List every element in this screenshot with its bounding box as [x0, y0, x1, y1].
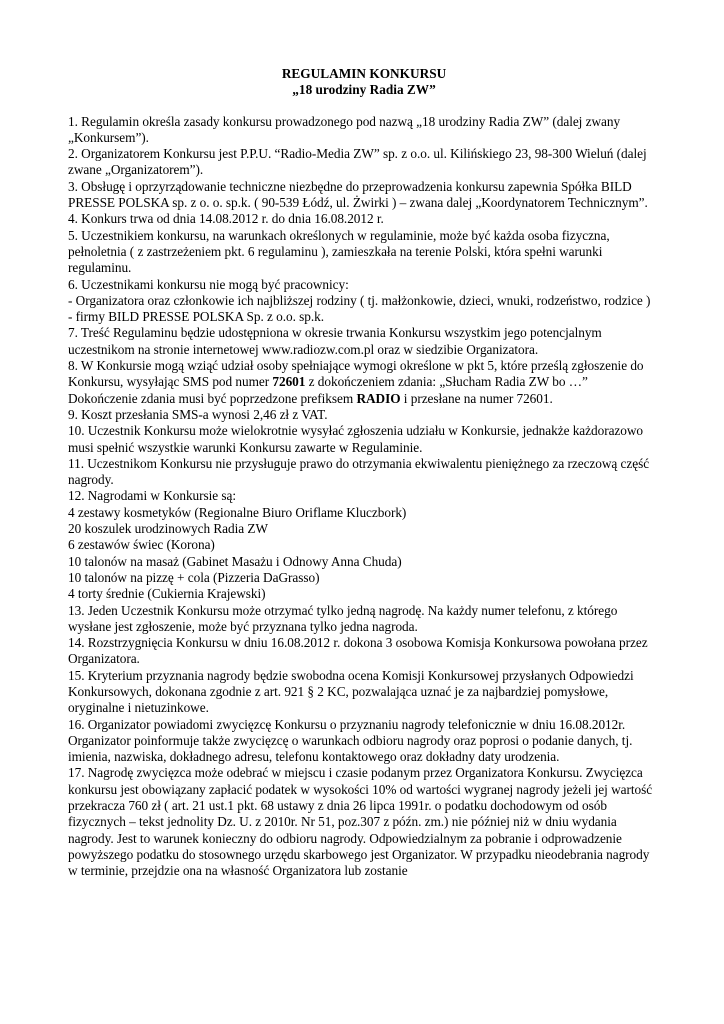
paragraph-16: 16. Organizator powiadomi zwycięzcę Konkursu o przyznaniu nagrody telefonicznie w dniu 16.08.2012r. Organizator poinformuje także zwycięzcę o warunkach odbioru nagrody oraz poprosi o podanie danych, tj. imienia, nazwiska, dokładnego adresu, telefonu kontaktowego oraz dokładny daty urodzenia.: [68, 716, 633, 765]
paragraph-17: 17. Nagrodę zwycięzca może odebrać w miejscu i czasie podanym przez Organizatora Konkursu. Zwycięzca konkursu jest obowiązany zapłacić podatek w wysokości 10% od wartości wygranej nagrody jeżeli jej wartość przekracza 760 zł ( art. 21 ust.1 pkt. 68 ustawy z dnia 26 lipca 1991r. o podatku dochodowym od osób fizycznych – tekst jednolity Dz. U. z 2010r. Nr 51, poz.307 z późn. zm.) nie później niż w dniu wydania nagrody. Jest to warunek konieczny do odbioru nagrody. Odpowiedzialnym za pobranie i odprowadzenie powyższego podatku do stosownego urzędu skarbowego jest Organizator. W przypadku nieodebrania nagrody w terminie, przejdzie ona na własność Organizatora lub zostanie: [68, 765, 653, 879]
paragraph-8-middle: z dokończeniem zdania: „Słucham Radia ZW bo …” Dokończenie zdania musi być poprzedzone prefiksem: [68, 374, 588, 406]
document-page: [68, 66, 660, 880]
paragraph-7: 7. Treść Regulaminu będzie udostępniona w okresie trwania Konkursu wszystkim jego potencjalnym uczestnikom na stronie internetowej www.radiozw.com.pl oraz w siedzibie Organizatora.: [68, 325, 602, 357]
paragraph-2: 2. Organizatorem Konkursu jest P.P.U. “Radio-Media ZW” sp. z o.o. ul. Kilińskiego 23, 98-300 Wieluń (dalej zwane „Organizatorem”).: [68, 146, 647, 178]
prize-item: 4 zestawy kosmetyków (Regionalne Biuro Oriflame Kluczbork): [68, 504, 407, 520]
document-subtitle: „18 urodziny Radia ZW”: [292, 82, 436, 98]
paragraph-8: [68, 358, 660, 407]
paragraph-8-prefix: RADIO: [356, 390, 401, 406]
prize-item: 10 talonów na pizzę + cola (Pizzeria DaGrasso): [68, 569, 320, 585]
paragraph-15: 15. Kryterium przyznania nagrody będzie swobodna ocena Komisji Konkursowej przysłanych Odpowiedzi Konkursowych, dokonana zgodnie z art. 921 § 2 KC, pozwalająca uznać je za najbardziej pomysłowe, oryginalne i nietuzinkowe.: [68, 667, 634, 716]
paragraph-5: 5. Uczestnikiem konkursu, na warunkach określonych w regulaminie, może być każda osoba fizyczna, pełnoletnia ( z zastrzeżeniem pkt. 6 regulaminu ), zamieszkała na terenie Polski, która spełni warunki regulaminu.: [68, 227, 610, 276]
paragraph-10: 10. Uczestnik Konkursu może wielokrotnie wysyłać zgłoszenia udziału w Konkursie, jednakże każdorazowo musi spełnić wszystkie warunki Konkursu zawarte w Regulaminie.: [68, 423, 644, 455]
paragraph-9: 9. Koszt przesłania SMS-a wynosi 2,46 zł z VAT.: [68, 406, 328, 422]
paragraph-8-end: i przesłane na numer 72601.: [400, 390, 553, 406]
document-body: [68, 114, 660, 880]
title-block: [68, 66, 660, 99]
prize-item: 4 torty średnie (Cukiernia Krajewski): [68, 586, 266, 602]
paragraph-8-number: 72601: [272, 374, 306, 390]
paragraph-1: 1. Regulamin określa zasady konkursu prowadzonego pod nazwą „18 urodziny Radia ZW” (dalej zwany „Konkursem”).: [68, 113, 621, 145]
prize-item: 6 zestawów świec (Korona): [68, 537, 215, 553]
paragraph-6: 6. Uczestnikami konkursu nie mogą być pracownicy:: [68, 276, 349, 292]
paragraph-8-start: 8. W Konkursie mogą wziąć udział osoby spełniające wymogi określone w pkt 5, które prześlą zgłoszenie do Konkursu, wysyłając SMS pod numer: [68, 358, 644, 390]
paragraph-3: 3. Obsługę i oprzyrządowanie techniczne niezbędne do przeprowadzenia konkursu zapewnia Spółka BILD PRESSE POLSKA sp. z o. o. sp.k. ( 90-539 Łódź, ul. Żwirki ) – zwana dalej „Koordynatorem Technicznym”.: [68, 178, 648, 211]
paragraph-14: 14. Rozstrzygnięcia Konkursu w dniu 16.08.2012 r. dokona 3 osobowa Komisja Konkursowa powołana przez Organizatora.: [68, 635, 648, 667]
prize-item: 20 koszulek urodzinowych Radia ZW: [68, 521, 268, 537]
paragraph-12: 12. Nagrodami w Konkursie są:: [68, 488, 237, 504]
paragraph-6-item-2: - firmy BILD PRESSE POLSKA Sp. z o.o. sp.k.: [68, 309, 325, 325]
paragraph-6-item-1: - Organizatora oraz członkowie ich najbliższej rodziny ( tj. małżonkowie, dzieci, wnuki, rodzeństwo, rodzice ): [68, 292, 651, 308]
paragraph-13: 13. Jeden Uczestnik Konkursu może otrzymać tylko jedną nagrodę. Na każdy numer telefonu, z którego wysłane jest zgłoszenie, może być przyznana tylko jedna nagroda.: [68, 602, 618, 634]
document-title: REGULAMIN KONKURSU: [281, 66, 447, 81]
paragraph-4: 4. Konkurs trwa od dnia 14.08.2012 r. do dnia 16.08.2012 r.: [68, 211, 384, 227]
prize-item: 10 talonów na masaż (Gabinet Masażu i Odnowy Anna Chuda): [68, 553, 402, 569]
paragraph-11: 11. Uczestnikom Konkursu nie przysługuje prawo do otrzymania ekwiwalentu pieniężnego za rzeczową część nagrody.: [68, 455, 650, 488]
